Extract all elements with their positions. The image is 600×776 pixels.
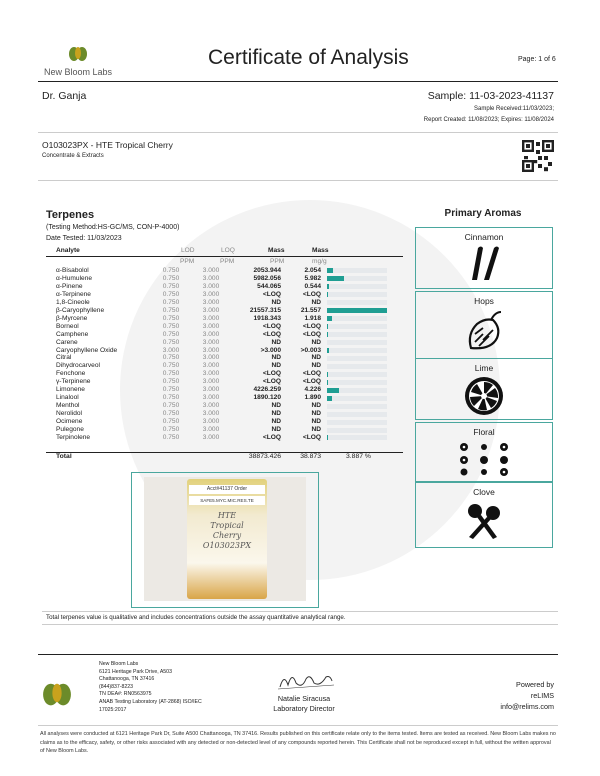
- total-row: [56, 453, 406, 462]
- analyte-mass-mg: <LOQ: [302, 330, 321, 338]
- page-title: Certificate of Analysis: [208, 46, 409, 69]
- analyte-bar: [327, 435, 328, 440]
- col-mass-ppm: Mass: [268, 247, 285, 254]
- aroma-label: Clove: [473, 487, 495, 497]
- floral-icon: [454, 439, 514, 477]
- disclaimer-divider: [38, 725, 558, 726]
- analyte-lod: 0.750: [162, 394, 180, 402]
- analyte-mass-mg: ND: [311, 298, 321, 306]
- client-divider: [38, 132, 558, 133]
- analyte-mass-mg: >0.003: [300, 346, 321, 354]
- aroma-card-lime: [415, 358, 553, 420]
- analyte-mass-mg: 5.982: [304, 274, 321, 282]
- analyte-loq: 3.000: [202, 290, 220, 298]
- analyte-bar: [327, 380, 328, 385]
- analyte-mass-mg: ND: [311, 426, 321, 434]
- analyte-name: γ-Terpinene: [56, 378, 91, 386]
- analyte-bar-cell: [321, 418, 393, 426]
- sample-id: Sample: 11-03-2023-41137: [427, 90, 554, 102]
- disclaimer: All analyses were conducted at 6121 Heritage Park Dr, Suite A500 Chattanooga, TN 37416. Results published on this certificate relate only to the items tested. Items are tested as received. New Bloom Labs makes no claims as to the efficacy, safety, or other risks associated with any detected or non-detected level of any compounds reported herein. This Certificate shall not be reproduced except in full, without the written approval of New Bloom Labs.: [40, 731, 556, 755]
- sample-photo: [144, 477, 306, 601]
- footer-anab: ANAB Testing Laboratory (AT-2868) ISO/IEC: [99, 698, 202, 705]
- analyte-mass-mg: ND: [311, 418, 321, 426]
- col-analyte: Analyte: [56, 247, 80, 254]
- analyte-bar: [327, 276, 344, 281]
- analyte-bar: [327, 324, 328, 329]
- analyte-name: Fenchone: [56, 370, 86, 378]
- analyte-bar-cell: [321, 354, 393, 362]
- jar-handwriting-line: HTE: [217, 511, 237, 520]
- analyte-bar: [327, 292, 328, 297]
- analyte-bar-cell: [321, 434, 393, 442]
- powered-by-label: Powered by: [516, 680, 554, 689]
- product-divider: [38, 180, 558, 181]
- analyte-name: Citral: [56, 354, 72, 362]
- terpenes-title: Terpenes: [46, 209, 95, 221]
- analyte-bar: [327, 284, 329, 289]
- analyte-lod: 0.750: [162, 322, 180, 330]
- analyte-bar: [327, 372, 328, 377]
- analyte-lod: 0.750: [162, 267, 180, 274]
- analyte-bar-track: [327, 428, 387, 433]
- analyte-bar-cell: [321, 347, 393, 355]
- analyte-loq: 3.000: [202, 418, 220, 426]
- analyte-name: Terpinolene: [56, 434, 91, 442]
- unit-mg: mg/g: [312, 258, 327, 265]
- analyte-name: Limonene: [56, 386, 85, 394]
- analyte-name: Camphene: [56, 330, 89, 338]
- analyte-name: Carene: [56, 338, 78, 346]
- analyte-mass-ppm: <LOQ: [262, 370, 281, 378]
- jar-label-2: SAFE5.MYC.MIC.RES.TE: [189, 496, 265, 505]
- footer-dea: TN DEA#: RN0563975: [99, 691, 152, 698]
- analyte-bar: [327, 396, 332, 401]
- analyte-lod: 0.750: [162, 426, 180, 434]
- analyte-name: Nerolidol: [56, 410, 83, 418]
- analyte-lod: 0.750: [162, 362, 180, 370]
- powered-by-block: [500, 679, 554, 712]
- table-row: [56, 323, 393, 331]
- analyte-mass-mg: <LOQ: [302, 322, 321, 330]
- table-row: [56, 434, 393, 442]
- analyte-bar-track: [327, 340, 387, 345]
- analyte-bar-track: [327, 380, 387, 385]
- analyte-bar-track: [327, 348, 387, 353]
- unit-lod: PPM: [180, 258, 195, 265]
- analyte-mass-mg: 1.890: [304, 394, 321, 402]
- analyte-bar-cell: [321, 402, 393, 410]
- analyte-mass-mg: 0.544: [304, 282, 321, 290]
- analyte-mass-mg: 21.557: [300, 306, 321, 314]
- table-row: [56, 267, 393, 275]
- analyte-bar: [327, 316, 332, 321]
- analyte-loq: 3.000: [202, 346, 220, 354]
- table-row: [56, 370, 393, 378]
- analyte-lod: 0.750: [162, 306, 180, 314]
- footer-lab-name: New Bloom Labs: [99, 661, 139, 667]
- analyte-mass-mg: <LOQ: [302, 378, 321, 386]
- footer-iso: 17025:2017: [99, 706, 127, 713]
- analyte-mass-ppm: >3.000: [260, 346, 281, 354]
- analyte-name: α-Terpinene: [56, 290, 91, 298]
- analyte-mass-ppm: 5982.056: [253, 274, 281, 282]
- table-units-row: [46, 258, 403, 267]
- table-row: [56, 307, 393, 315]
- hops-icon: [461, 308, 507, 354]
- analyte-loq: 3.000: [202, 426, 220, 434]
- analyte-bar-cell: [321, 323, 393, 331]
- analyte-bar-track: [327, 284, 387, 289]
- analyte-mass-ppm: <LOQ: [262, 434, 281, 442]
- analyte-mass-ppm: ND: [271, 362, 281, 370]
- analyte-name: Borneol: [56, 322, 79, 330]
- col-lod: LOD: [181, 247, 195, 254]
- analyte-bar-cell: [321, 275, 393, 283]
- analyte-bar-cell: [321, 386, 393, 394]
- aroma-label: Cinnamon: [464, 232, 504, 242]
- analyte-name: Pulegone: [56, 426, 84, 434]
- analyte-loq: 3.000: [202, 267, 220, 274]
- analyte-mass-ppm: ND: [271, 402, 281, 410]
- aroma-label: Lime: [474, 363, 494, 373]
- analyte-mass-ppm: <LOQ: [262, 378, 281, 386]
- leaf-logo-icon: [67, 44, 89, 62]
- analyte-bar-track: [327, 268, 387, 273]
- analyte-bar-track: [327, 324, 387, 329]
- aroma-card-hops: [415, 291, 553, 359]
- director-signature: [276, 669, 336, 693]
- analyte-bar-track: [327, 404, 387, 409]
- analyte-bar-track: [327, 372, 387, 377]
- table-row: [56, 283, 393, 291]
- lime-icon: [463, 375, 505, 417]
- analyte-loq: 3.000: [202, 362, 220, 370]
- analyte-mass-mg: 1.918: [304, 314, 321, 322]
- analyte-lod: 0.750: [162, 402, 180, 410]
- analyte-bar: [327, 308, 387, 313]
- analyte-name: α-Humulene: [56, 274, 93, 282]
- analyte-bar: [327, 268, 333, 273]
- analyte-loq: 3.000: [202, 306, 220, 314]
- analyte-mass-mg: <LOQ: [302, 434, 321, 442]
- analyte-lod: 0.750: [162, 434, 180, 442]
- aroma-card-clove: [415, 482, 553, 548]
- director-title: Laboratory Director: [273, 704, 335, 713]
- table-row: [56, 394, 393, 402]
- table-row: [56, 275, 393, 283]
- analyte-mass-ppm: 1890.120: [253, 394, 281, 402]
- total-mg: 38.873: [300, 453, 321, 460]
- analyte-mass-ppm: 21557.315: [249, 306, 281, 314]
- note-divider: [42, 611, 558, 612]
- analyte-bar-cell: [321, 339, 393, 347]
- analyte-bar-cell: [321, 410, 393, 418]
- aroma-card-floral: [415, 422, 553, 482]
- lab-logo: [38, 44, 118, 77]
- analyte-mass-mg: <LOQ: [302, 290, 321, 298]
- analyte-mass-ppm: <LOQ: [262, 322, 281, 330]
- analyte-bar-cell: [321, 331, 393, 339]
- total-label: Total: [56, 453, 72, 460]
- analyte-mass-ppm: 544.065: [257, 282, 281, 290]
- jar-label-1: Acct#41137 Order: [189, 485, 265, 494]
- analyte-lod: 0.750: [162, 314, 180, 322]
- analyte-mass-ppm: 4226.259: [253, 386, 281, 394]
- analyte-loq: 3.000: [202, 314, 220, 322]
- analyte-name: Caryophyllene Oxide: [56, 346, 118, 354]
- analyte-name: Dihydrocarveol: [56, 362, 100, 370]
- analyte-mass-ppm: ND: [271, 354, 281, 362]
- analyte-mass-ppm: ND: [271, 298, 281, 306]
- relims-name: reLIMS: [530, 691, 554, 700]
- table-row: [56, 315, 393, 323]
- analyte-loq: 3.000: [202, 338, 220, 346]
- analyte-bar-track: [327, 300, 387, 305]
- note-divider-bottom: [42, 624, 558, 625]
- total-percent: 3.887 %: [346, 453, 371, 460]
- table-row: [56, 386, 393, 394]
- analyte-bar-track: [327, 316, 387, 321]
- analyte-lod: 0.750: [162, 290, 180, 298]
- analyte-mass-ppm: ND: [271, 338, 281, 346]
- analyte-name: 1,8-Cineole: [56, 298, 90, 306]
- table-row: [56, 347, 393, 355]
- analyte-mass-ppm: <LOQ: [262, 330, 281, 338]
- jar-handwriting-line: Cherry: [212, 531, 242, 540]
- terpenes-note: Total terpenes value is qualitative and includes concentrations outside the assay quantitative analytical range.: [46, 614, 346, 621]
- analyte-name: α-Pinene: [56, 282, 83, 290]
- analyte-loq: 3.000: [202, 330, 220, 338]
- analyte-loq: 3.000: [202, 322, 220, 330]
- analyte-mass-mg: <LOQ: [302, 370, 321, 378]
- analyte-bar-track: [327, 364, 387, 369]
- analyte-lod: 0.750: [162, 282, 180, 290]
- analyte-loq: 3.000: [202, 274, 220, 282]
- analyte-bar-cell: [321, 315, 393, 323]
- analyte-lod: 0.750: [162, 386, 180, 394]
- table-row: [56, 410, 393, 418]
- analyte-mass-ppm: ND: [271, 426, 281, 434]
- footer-address-2: Chattanooga, TN 37416: [99, 676, 155, 683]
- cinnamon-icon: [464, 244, 504, 282]
- client-name: Dr. Ganja: [42, 90, 87, 102]
- analyte-loq: 3.000: [202, 434, 220, 442]
- analyte-lod: 0.750: [162, 378, 180, 386]
- aromas-title: Primary Aromas: [444, 208, 522, 219]
- analyte-bar-cell: [321, 362, 393, 370]
- table-row: [56, 299, 393, 307]
- analyte-bar-cell: [321, 267, 393, 275]
- analyte-loq: 3.000: [202, 402, 220, 410]
- analyte-bar-track: [327, 308, 387, 313]
- footer-address-1: 6121 Heritage Park Drive, A503: [99, 668, 172, 675]
- terpenes-table: [56, 267, 393, 442]
- analyte-lod: 0.750: [162, 354, 180, 362]
- aroma-label: Hops: [474, 296, 494, 306]
- table-row: [56, 418, 393, 426]
- lab-logo-text: New Bloom Labs: [43, 67, 113, 77]
- analyte-bar: [327, 332, 328, 337]
- testing-method: (Testing Method:HS-GC/MS, CON-P-4000): [46, 224, 180, 231]
- unit-ppm: PPM: [270, 258, 285, 265]
- analyte-name: Menthol: [56, 402, 80, 410]
- analyte-lod: 3.000: [162, 346, 180, 354]
- analyte-name: Linalool: [56, 394, 79, 402]
- analyte-loq: 3.000: [202, 298, 220, 306]
- analyte-name: β-Myrcene: [56, 314, 88, 322]
- footer-address-block: [99, 661, 202, 714]
- aroma-label: Floral: [473, 427, 495, 437]
- relims-email[interactable]: info@relims.com: [500, 702, 554, 711]
- analyte-mass-mg: 4.226: [304, 386, 321, 394]
- analyte-mass-ppm: 2053.944: [253, 267, 281, 274]
- analyte-bar-track: [327, 276, 387, 281]
- table-header-divider: [46, 256, 403, 257]
- table-row: [56, 378, 393, 386]
- analyte-bar-track: [327, 412, 387, 417]
- analyte-bar-cell: [321, 291, 393, 299]
- analyte-mass-mg: ND: [311, 410, 321, 418]
- table-row: [56, 402, 393, 410]
- analyte-bar-cell: [321, 307, 393, 315]
- table-row: [56, 291, 393, 299]
- analyte-lod: 0.750: [162, 418, 180, 426]
- table-row: [56, 339, 393, 347]
- analyte-lod: 0.750: [162, 410, 180, 418]
- clove-icon: [463, 499, 505, 543]
- analyte-bar-cell: [321, 426, 393, 434]
- table-header: [46, 246, 403, 256]
- product-category: Concentrate & Extracts: [42, 153, 104, 159]
- analyte-bar-track: [327, 435, 387, 440]
- sample-photo-frame: [131, 472, 319, 608]
- analyte-mass-ppm: ND: [271, 410, 281, 418]
- analyte-name: α-Bisabolol: [56, 267, 89, 274]
- analyte-bar-track: [327, 396, 387, 401]
- footer-divider: [38, 654, 558, 655]
- page-number: Page: 1 of 6: [518, 56, 556, 63]
- analyte-name: Ocimene: [56, 418, 83, 426]
- analyte-bar-track: [327, 420, 387, 425]
- jar-handwriting: [193, 511, 261, 551]
- analyte-mass-mg: ND: [311, 402, 321, 410]
- analyte-lod: 0.750: [162, 370, 180, 378]
- director-name: Natalie Siracusa: [277, 694, 331, 703]
- analyte-bar-cell: [321, 394, 393, 402]
- col-mass-mg: Mass: [312, 247, 329, 254]
- analyte-bar-cell: [321, 370, 393, 378]
- jar-handwriting-line: Tropical: [210, 521, 244, 530]
- analyte-lod: 0.750: [162, 274, 180, 282]
- total-ppm: 38873.426: [248, 453, 281, 460]
- sample-jar: [187, 479, 267, 599]
- footer-phone: (844)837-8223: [99, 683, 134, 690]
- analyte-loq: 3.000: [202, 282, 220, 290]
- product-name: O103023PX - HTE Tropical Cherry: [42, 140, 173, 150]
- analyte-mass-ppm: 1918.343: [253, 314, 281, 322]
- table-row: [56, 362, 393, 370]
- footer-leaf-logo-icon: [40, 679, 74, 707]
- analyte-bar-track: [327, 292, 387, 297]
- analyte-mass-ppm: <LOQ: [262, 290, 281, 298]
- analyte-mass-mg: ND: [311, 362, 321, 370]
- analyte-lod: 0.750: [162, 330, 180, 338]
- analyte-bar-track: [327, 356, 387, 361]
- date-tested: Date Tested: 11/03/2023: [46, 235, 122, 242]
- analyte-mass-mg: 2.054: [304, 267, 321, 274]
- table-row: [56, 331, 393, 339]
- analyte-bar-cell: [321, 378, 393, 386]
- analyte-loq: 3.000: [202, 410, 220, 418]
- analyte-loq: 3.000: [202, 378, 220, 386]
- col-loq: LOQ: [221, 247, 235, 254]
- analyte-bar: [327, 388, 339, 393]
- analyte-loq: 3.000: [202, 370, 220, 378]
- analyte-mass-mg: ND: [311, 338, 321, 346]
- analyte-loq: 3.000: [202, 394, 220, 402]
- analyte-mass-mg: ND: [311, 354, 321, 362]
- analyte-loq: 3.000: [202, 386, 220, 394]
- analyte-bar-cell: [321, 283, 393, 291]
- analyte-lod: 0.750: [162, 338, 180, 346]
- analyte-bar: [327, 348, 329, 353]
- analyte-bar-track: [327, 332, 387, 337]
- table-row: [56, 354, 393, 362]
- sample-received: Sample Received:11/03/2023;: [474, 106, 554, 112]
- aroma-card-cinnamon: [415, 227, 553, 289]
- analyte-bar-cell: [321, 299, 393, 307]
- header-divider: [38, 81, 558, 82]
- analyte-lod: 0.750: [162, 298, 180, 306]
- table-row: [56, 426, 393, 434]
- analyte-bar-track: [327, 388, 387, 393]
- jar-handwriting-line: O103023PX: [202, 541, 252, 550]
- analyte-mass-ppm: ND: [271, 418, 281, 426]
- report-dates: Report Created: 11/08/2023; Expires: 11/08/2024: [423, 117, 554, 123]
- unit-loq: PPM: [220, 258, 235, 265]
- qr-code-icon[interactable]: [522, 140, 554, 172]
- analyte-name: β-Caryophyllene: [56, 306, 105, 314]
- analyte-loq: 3.000: [202, 354, 220, 362]
